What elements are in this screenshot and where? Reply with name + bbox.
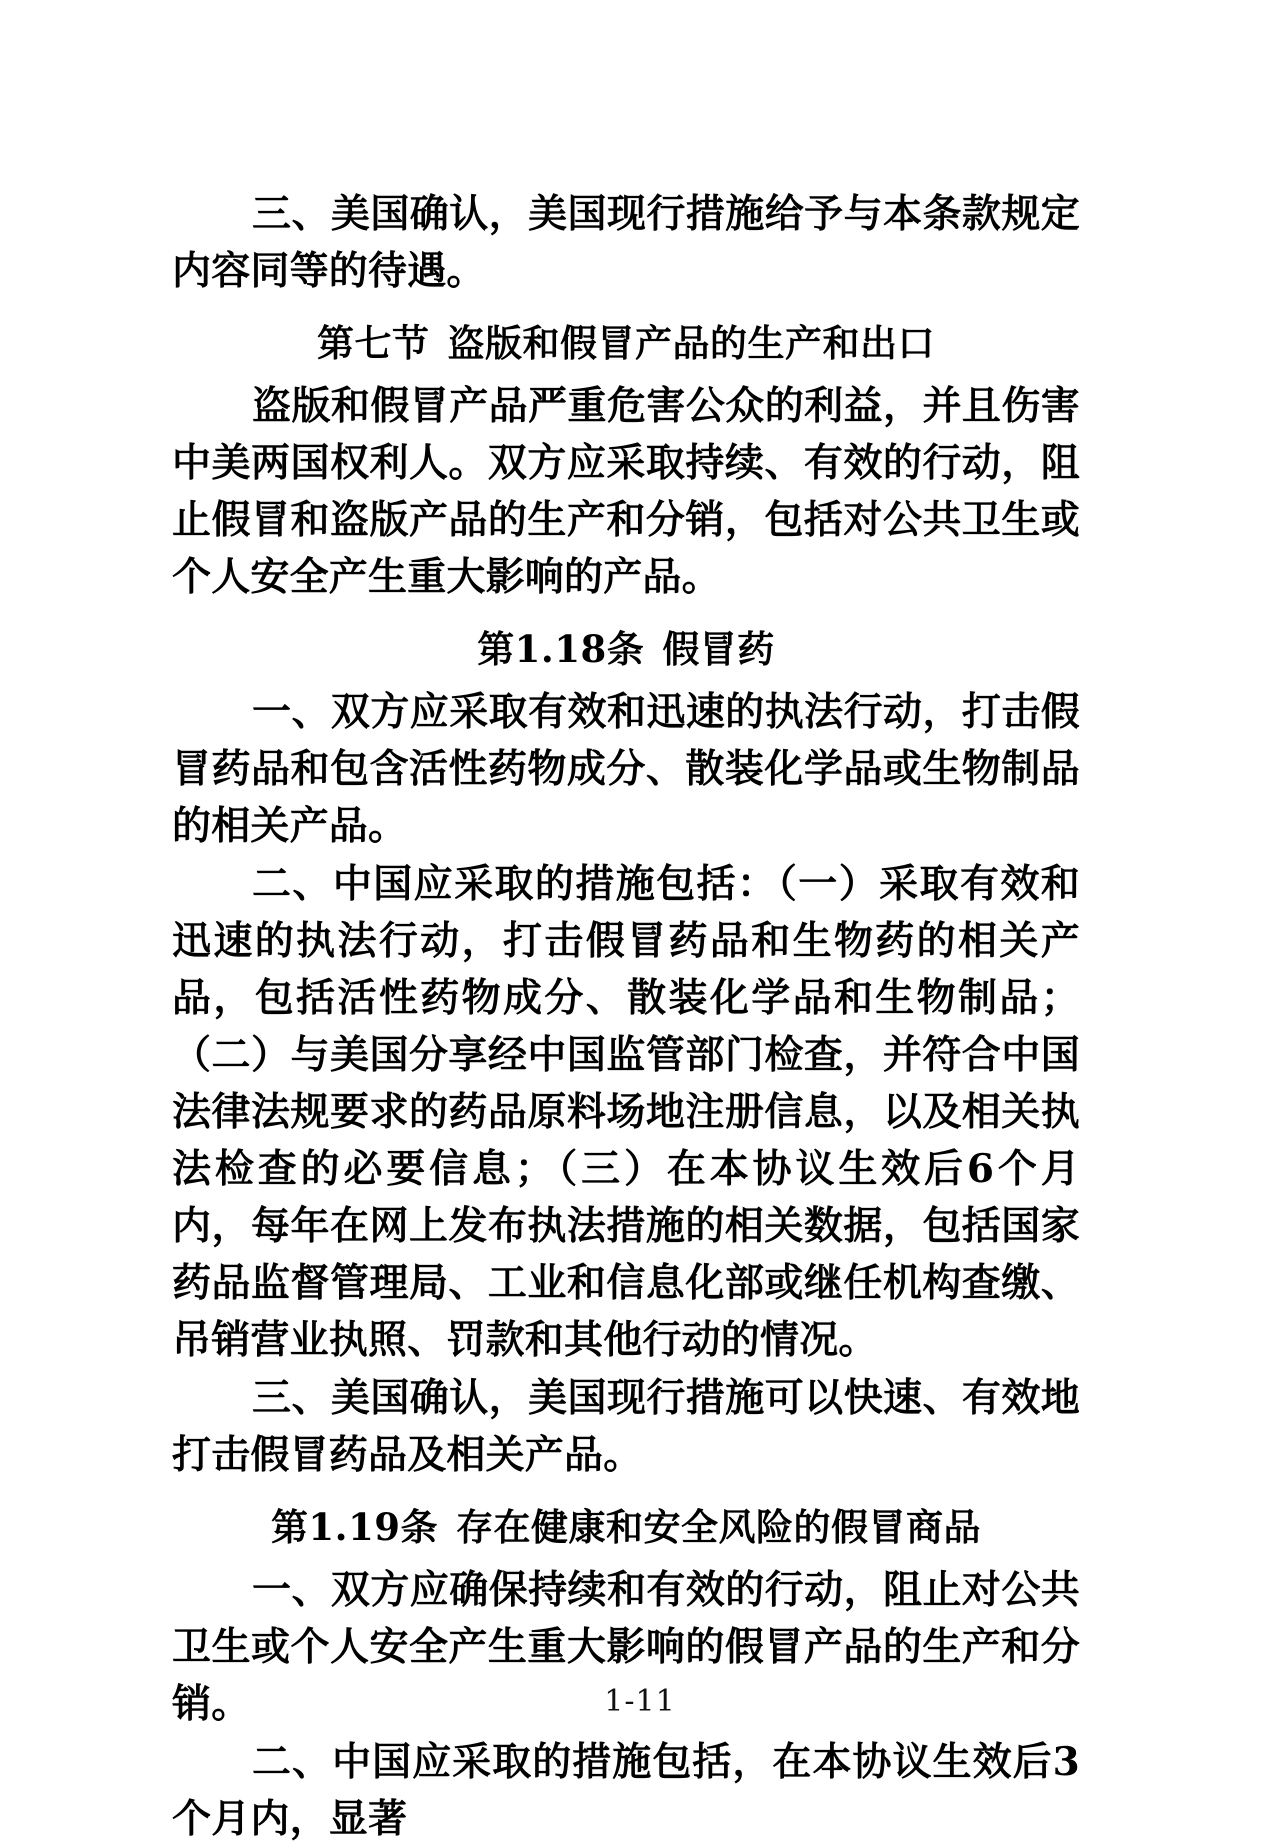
heading-article-1-19 [172, 1499, 1080, 1556]
heading-section-seven [172, 315, 1080, 372]
paragraph-article-1-18-item-1: 一、双方应采取有效和迅速的执法行动，打击假冒药品和包含活性药物成分、散装化学品或生物制品的相关产品。 [172, 689, 1080, 849]
heading-prefix: 第1.18条 [477, 627, 645, 671]
spacer [172, 607, 1080, 615]
page-number-footer: 1-11 [604, 1684, 676, 1719]
inline-numeral: 6 [966, 1146, 995, 1192]
paragraph-article-1-18-item-2: 二、中国应采取的措施包括：（一）采取有效和迅速的执法行动，打击假冒药品和生物药的相关产品，包括活性药物成分、散装化学品和生物制品；（二）与美国分享经中国监管部门检查，并符合中国法律法规要求的药品原料场地注册信息，以及相关执法检查的必要信息；（三）在本协议生效后6个月内，每年在网上发布执法措施的相关数据，包括国家药品监督管理局、工业和信息化部或继任机构查缴、吊销营业执照、罚款和其他行动的情况。 [172, 861, 1080, 1363]
paragraph-article-1-18-item-3: 三、美国确认，美国现行措施可以快速、有效地打击假冒药品及相关产品。 [172, 1375, 1080, 1478]
heading-title: 盗版和假冒产品的生产和出口 [447, 322, 935, 365]
paragraph-section-seven-intro: 盗版和假冒产品严重危害公众的利益，并且伤害中美两国权利人。双方应采取持续、有效的行动，阻止假冒和盗版产品的生产和分销，包括对公共卫生或个人安全产生重大影响的产品。 [172, 383, 1080, 600]
paragraph-article-1-19-item-2: 二、中国应采取的措施包括，在本协议生效后3个月内，显著 [172, 1739, 1080, 1842]
heading-prefix: 第七节 [317, 321, 430, 365]
heading-prefix: 第1.19条 [270, 1505, 439, 1549]
heading-title: 假冒药 [662, 628, 775, 671]
spacer [172, 1485, 1080, 1493]
inline-numeral: 3 [1052, 1739, 1080, 1785]
heading-article-1-18 [172, 621, 1080, 678]
paragraph-usa-confirms-equal-treatment: 三、美国确认，美国现行措施给予与本条款规定内容同等的待遇。 [172, 191, 1080, 294]
spacer [172, 301, 1080, 309]
heading-title: 存在健康和安全风险的假冒商品 [456, 1506, 982, 1549]
page-content [172, 186, 1080, 1848]
paragraph-article-1-19-item-1: 一、双方应确保持续和有效的行动，阻止对公共卫生或个人安全产生重大影响的假冒产品的生产和分销。 [172, 1567, 1080, 1727]
